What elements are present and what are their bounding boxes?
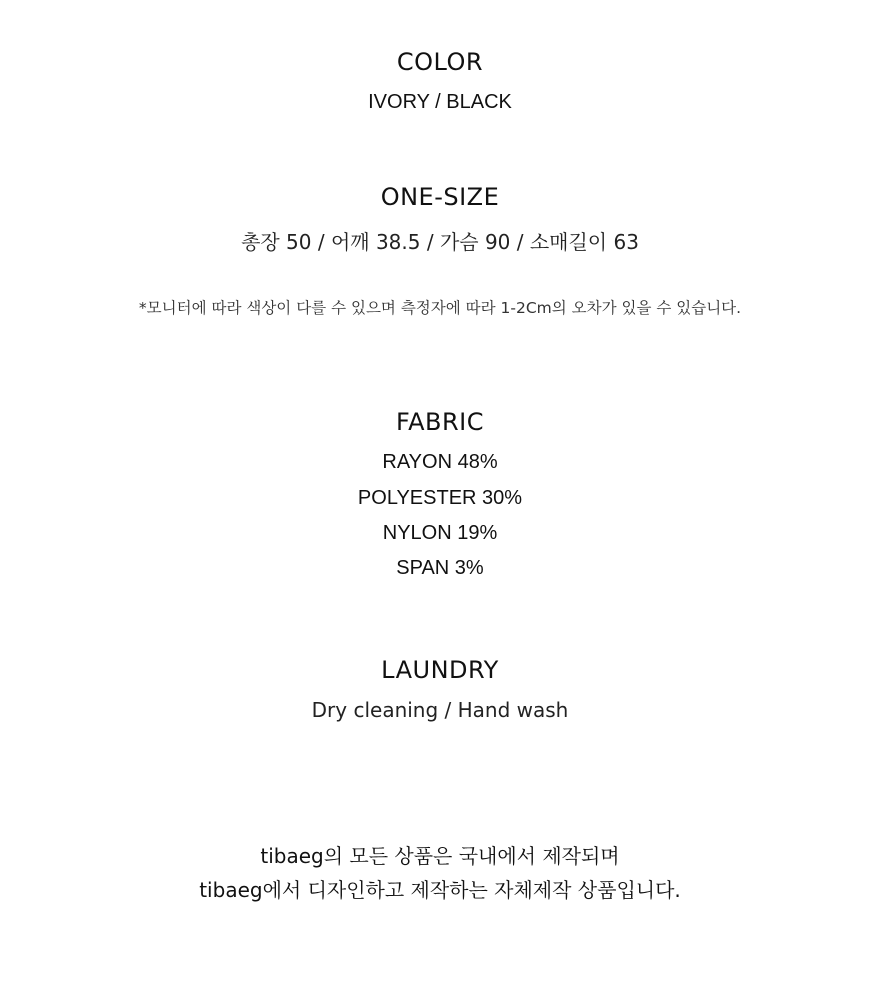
fabric-item: SPAN 3% xyxy=(396,557,484,579)
color-heading: COLOR xyxy=(396,48,484,76)
footer-line-2: tibaeg에서 디자인하고 제작하는 자체제작 상품입니다. xyxy=(199,878,681,902)
laundry-value: Dry cleaning / Hand wash xyxy=(311,698,569,722)
fabric-item: NYLON 19% xyxy=(382,522,498,544)
fabric-heading: FABRIC xyxy=(396,408,484,436)
fabric-item: RAYON 48% xyxy=(382,451,498,473)
laundry-heading: LAUNDRY xyxy=(381,656,499,684)
size-heading: ONE-SIZE xyxy=(380,183,500,211)
fabric-item: POLYESTER 30% xyxy=(357,487,523,509)
color-value: IVORY / BLACK xyxy=(368,91,512,113)
footer-line-1: tibaeg의 모든 상품은 국내에서 제작되며 xyxy=(260,844,620,868)
size-disclaimer-note: *모니터에 따라 색상이 다를 수 있으며 측정자에 따라 1-2Cm의 오차가 있을 수 있습니다. xyxy=(138,299,742,317)
size-measurements: 총장 50 / 어깨 38.5 / 가슴 90 / 소매길이 63 xyxy=(241,230,639,254)
